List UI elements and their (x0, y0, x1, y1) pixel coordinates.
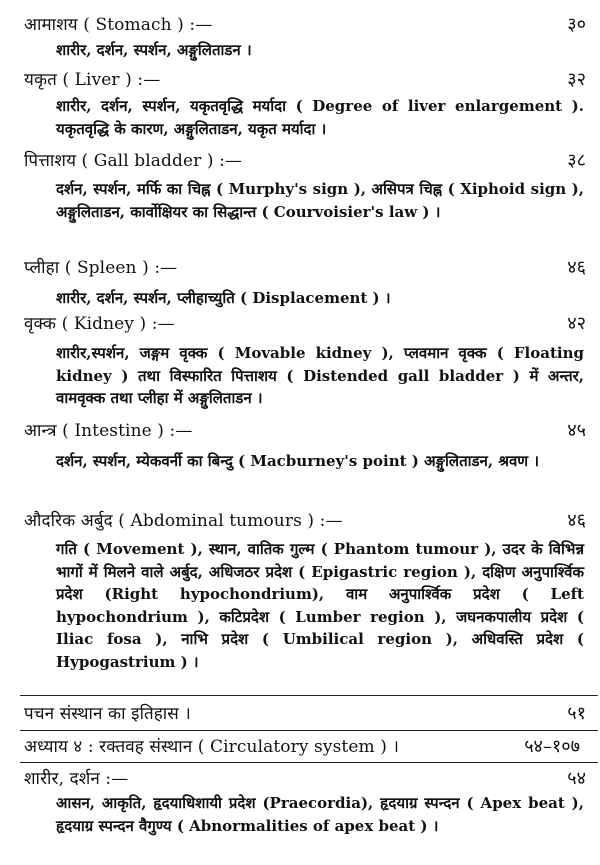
page-number: ४२ (567, 313, 586, 334)
entry-body: आसन, आकृति, हृदयाधिशायी प्रदेश (Praecordia), हृदयाग्र स्पन्दन ( Apex beat ), हृदयाग्र स्पन्दन वैगुण्य ( Abnormalities of apex beat ) । (56, 794, 584, 835)
entry-heading: आमाशय ( Stomach ) :— (24, 15, 213, 35)
entry-body: दर्शन, स्पर्शन, मर्फि का चिह्न ( Murphy's sign ), असिपत्र चिह्न ( Xiphoid sign ), अङ्गुलिताडन, कार्वोक्षियर का सिद्धान्त ( Courvoisier's law ) । (56, 180, 584, 221)
entry-heading: पचन संस्थान का इतिहास । (24, 704, 191, 724)
entry-heading: वृक्क ( Kidney ) :— (24, 314, 175, 334)
entry-body: शारीर, दर्शन, स्पर्शन, अङ्गुलिताडन । (56, 41, 252, 59)
page-number: ५४ (567, 768, 586, 789)
page-number: ४५ (567, 420, 586, 441)
entry-heading: शारीर, दर्शन :— (24, 769, 129, 789)
page-number: ३२ (567, 69, 586, 90)
entry-body: गति ( Movement ), स्थान, वातिक गुल्म ( Phantom tumour ), उदर के विभिन्न भागों में मिलने वाले अर्बुद, अधिजठर प्रदेश ( Epigastric region ), दक्षिण अनुपार्श्विक प्रदेश (Right hypochondrium), वाम अनुपार्श्विक प्रदेश ( Left hypochondrium ), कटिप्रदेश ( Lumber region ), जघनकपालीय प्रदेश ( Iliac fosa ), नाभि प्रदेश ( Umbilical region ), अधिवस्ति प्रदेश ( Hypogastrium ) । (56, 540, 584, 671)
entry-body: दर्शन, स्पर्शन, म्येकवर्नी का बिन्दु ( Macburney's point ) अङ्गुलिताडन, श्रवण । (56, 452, 540, 470)
section-divider (20, 730, 598, 731)
entry-heading: औदरिक अर्बुद ( Abdominal tumours ) :— (24, 511, 343, 531)
entry-heading: यकृत ( Liver ) :— (24, 70, 161, 90)
entry-body: शारीर, दर्शन, स्पर्शन, यकृतवृद्धि मर्यादा ( Degree of liver enlargement ). यकृतवृद्धि के कारण, अङ्गुलिताडन, यकृत मर्यादा । (56, 97, 584, 138)
page-number: ४६ (567, 510, 586, 531)
entry-heading: प्लीहा ( Spleen ) :— (24, 258, 178, 278)
entry-heading: आन्त्र ( Intestine ) :— (24, 421, 193, 441)
page-range: ५४–१०७ (524, 736, 580, 757)
entry-body: शारीर, दर्शन, स्पर्शन, प्लीहाच्युति ( Displacement ) । (56, 289, 391, 307)
entry-body: शारीर,स्पर्शन, जङ्गम वृक्क ( Movable kidney ), प्लवमान वृक्क ( Floating kidney ) तथा विस्फारित पित्ताशय ( Distended gall bladder ) में अन्तर, वामवृक्क तथा प्लीहा में अङ्गुलिताडन । (56, 344, 584, 407)
entry-heading: पित्ताशय ( Gall bladder ) :— (24, 151, 243, 171)
page-number: ३० (567, 14, 586, 35)
page-number: ३८ (567, 150, 586, 171)
page-number: ४६ (567, 257, 586, 278)
page-number: ५१ (567, 703, 586, 724)
chapter-heading: अध्याय ४ : रक्तवह संस्थान ( Circulatory system ) । (24, 737, 399, 757)
section-divider (20, 762, 598, 763)
section-divider (20, 695, 598, 696)
